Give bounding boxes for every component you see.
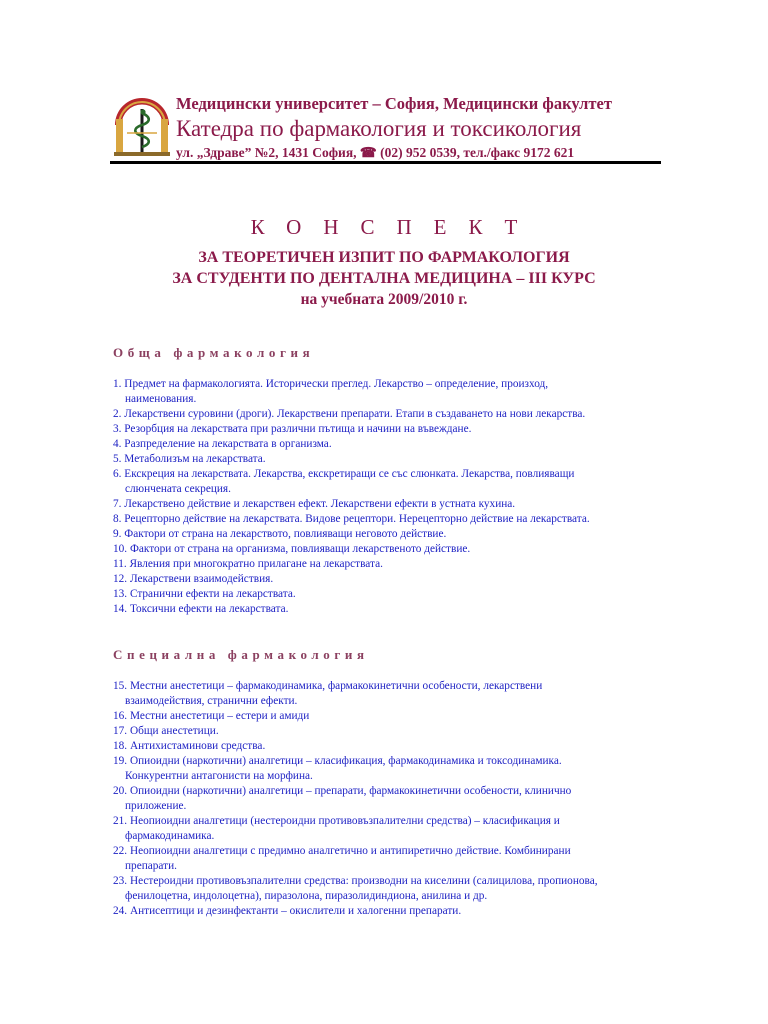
topic-line: 7. Лекарствено действие и лекарствен ефект. Лекарствени ефекти в устната кухина. bbox=[113, 498, 516, 510]
subtitle-exam: ЗА ТЕОРЕТИЧЕН ИЗПИТ ПО ФАРМАКОЛОГИЯ bbox=[198, 249, 570, 266]
topic-line: 21. Неопиоидни аналгетици (нестероидни противовъзпалителни средства) – класификация и bbox=[113, 815, 560, 827]
university-logo-icon bbox=[113, 95, 171, 157]
subtitle-academic-year: на учебната 2009/2010 г. bbox=[300, 291, 468, 308]
topic-line: 6. Екскреция на лекарствата. Лекарства, екскретиращи се със слюнката. Лекарства, повлияващи bbox=[113, 468, 575, 480]
topic-line: 18. Антихистаминови средства. bbox=[113, 740, 266, 752]
topic-line: 4. Разпределение на лекарствата в организма. bbox=[113, 438, 332, 450]
letterhead-divider bbox=[110, 161, 661, 164]
topic-line: препарати. bbox=[125, 860, 177, 872]
document-title: КОНСПЕКТ bbox=[250, 215, 540, 239]
letterhead-department: Катедра по фармакология и токсикология bbox=[176, 116, 582, 141]
topic-line: 10. Фактори от страна на организма, повлияващи лекарственото действие. bbox=[113, 543, 471, 555]
topic-line: 22. Неопиоидни аналгетици с предимно аналгетично и антипиретично действие. Комбинирани bbox=[113, 845, 571, 857]
topic-line: 3. Резорбция на лекарствата при различни пътища и начини на въвеждане. bbox=[113, 423, 472, 435]
topic-list-special bbox=[113, 679, 673, 919]
topic-line: фармакодинамика. bbox=[125, 830, 215, 842]
topic-line: 13. Странични ефекти на лекарствата. bbox=[113, 588, 296, 600]
topic-line: 23. Нестероидни противовъзпалителни средства: производни на киселини (салицилова, пропионова, bbox=[113, 875, 598, 887]
topic-line: взаимодействия, странични ефекти. bbox=[125, 695, 298, 707]
letterhead-university: Медицински университет – София, Медицински факултет bbox=[176, 94, 612, 113]
topic-line: 8. Рецепторно действие на лекарствата. Видове рецептори. Нерецепторно действие на лекарствата. bbox=[113, 513, 590, 525]
topic-line: 16. Местни анестетици – естери и амиди bbox=[113, 710, 310, 722]
section-heading-special: Специална фармакология bbox=[113, 647, 369, 662]
topic-line: 2. Лекарствени суровини (дроги). Лекарствени препарати. Етапи в създаването на нови лекарства. bbox=[113, 408, 586, 420]
topic-line: 12. Лекарствени взаимодействия. bbox=[113, 573, 274, 585]
topic-line: 5. Метаболизъм на лекарствата. bbox=[113, 453, 266, 465]
topic-line: 14. Токсични ефекти на лекарствата. bbox=[113, 603, 289, 615]
letterhead-address: ул. „Здраве” №2, 1431 София, ☎ (02) 952 0539, тел./факс 9172 621 bbox=[176, 145, 575, 160]
topic-line: 1. Предмет на фармакологията. Исторически преглед. Лекарство – определение, произход, bbox=[113, 378, 549, 390]
topic-line: 19. Опиоидни (наркотични) аналгетици – класификация, фармакодинамика и токсодинамика. bbox=[113, 755, 562, 767]
topic-line: фенилоцетна, индолоцетна), пиразолона, пиразолидиндиона, анилина и др. bbox=[125, 890, 488, 902]
topic-line: 15. Местни анестетици – фармакодинамика, фармакокинетични особености, лекарствени bbox=[113, 680, 543, 692]
subtitle-students: ЗА СТУДЕНТИ ПО ДЕНТАЛНА МЕДИЦИНА – III КУРС bbox=[172, 270, 596, 287]
section-heading-general: Обща фармакология bbox=[113, 345, 315, 360]
topic-line: Конкурентни антагонисти на морфина. bbox=[125, 770, 313, 782]
topic-line: 24. Антисептици и дезинфектанти – окислители и халогенни препарати. bbox=[113, 905, 462, 917]
topic-line: 11. Явления при многократно прилагане на лекарствата. bbox=[113, 558, 383, 570]
topic-line: слюнчената секреция. bbox=[125, 483, 231, 495]
topic-line: приложение. bbox=[125, 800, 187, 812]
topic-line: 17. Общи анестетици. bbox=[113, 725, 219, 737]
topic-line: наименования. bbox=[125, 393, 197, 405]
topic-line: 20. Опиоидни (наркотични) аналгетици – препарати, фармакокинетични особености, клинично bbox=[113, 785, 572, 797]
topic-line: 9. Фактори от страна на лекарството, повлияващи неговото действие. bbox=[113, 528, 447, 540]
topic-list-general bbox=[113, 377, 673, 617]
